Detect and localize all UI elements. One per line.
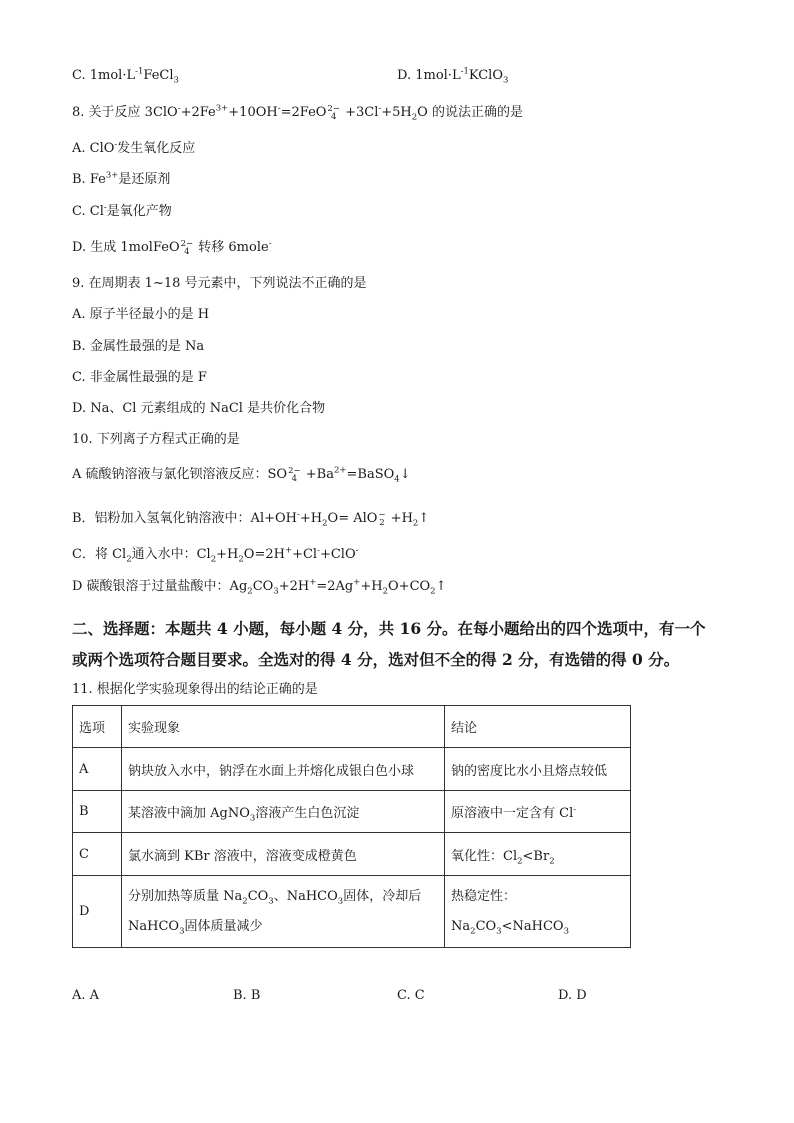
subscript: 4 <box>394 474 400 485</box>
text: C．将 Cl <box>72 547 127 562</box>
q9-option-d[interactable]: D. Na、Cl 元素组成的 NaCl 是共价化合物 <box>72 401 326 416</box>
count: 4 <box>291 473 298 484</box>
subscript: 3 <box>173 75 179 86</box>
q11-option-c[interactable]: C. C <box>397 988 425 1003</box>
table-cell-option: D <box>73 876 122 948</box>
text: 原溶液中一定含有 Cl <box>451 806 574 821</box>
section-2-heading <box>72 613 732 675</box>
charge: 2− <box>288 465 301 476</box>
q11-stem: 11. 根据化学实验现象得出的结论正确的是 <box>72 682 318 697</box>
q11-option-d[interactable]: D. D <box>558 988 587 1003</box>
superscript: - <box>355 545 359 556</box>
superscript: + <box>353 577 361 588</box>
ion-charge-stack <box>378 511 385 527</box>
subscript: 2 <box>210 554 217 565</box>
text: B. Fe <box>72 172 106 187</box>
table-cell-conclusion <box>445 791 631 833</box>
superscript: - <box>268 238 272 249</box>
q8-option-d[interactable] <box>72 239 272 257</box>
table-cell-phenomenon <box>122 791 445 833</box>
subscript: 3 <box>337 896 344 907</box>
section-heading-line: 或两个选项符合题目要求。全选对的得 4 分，选对但不全的得 2 分，有选错的得 0 分。 <box>72 650 680 669</box>
table-cell-option: A <box>73 748 122 791</box>
text: +10OH <box>228 105 278 120</box>
q9-option-b[interactable]: B. 金属性最强的是 Na <box>72 339 205 354</box>
text: B．铝粉加入氢氧化钠溶液中：Al+OH <box>72 511 297 526</box>
charge: 2− <box>180 238 194 249</box>
cell-line <box>128 882 438 912</box>
text: Na <box>451 918 471 934</box>
table-cell-option: B <box>73 791 122 833</box>
subscript: 2 <box>470 926 476 937</box>
cell-line: 热稳定性： <box>451 888 517 904</box>
charge: 2− <box>327 103 340 114</box>
section-heading-line: 二、选择题：本题共 4 小题，每小题 4 分，共 16 分。在每小题给出的四个选项中，有一个 <box>72 619 706 638</box>
text: 固体质量减少 <box>184 918 263 934</box>
text: =2Ag <box>316 579 354 594</box>
text: CO <box>252 579 274 594</box>
text: 是还原剂 <box>118 172 171 187</box>
text: O= AlO <box>327 511 378 526</box>
q11-table <box>72 705 631 948</box>
text: =2FeO <box>280 105 327 120</box>
text: C. 1mol·L <box>72 68 136 83</box>
superscript: 2+ <box>333 465 347 476</box>
table-cell-conclusion <box>445 876 631 948</box>
subscript: 3 <box>273 586 279 597</box>
cell-line <box>451 912 624 942</box>
text: ↑ <box>418 511 430 526</box>
count: 4 <box>330 111 337 122</box>
count: 4 <box>184 246 190 257</box>
text: C. Cl <box>72 204 104 219</box>
table-cell-phenomenon: 钠块放入水中，钠浮在水面上并熔化成银白色小球 <box>122 748 445 791</box>
q11-option-a[interactable]: A. A <box>72 988 100 1003</box>
q8-stem <box>72 104 523 122</box>
subscript: 2 <box>382 586 389 597</box>
q8-option-c[interactable] <box>72 203 172 221</box>
text: D. 1mol·L <box>397 68 461 83</box>
text: 通入水中：Cl <box>131 547 211 562</box>
text: +5H <box>381 105 412 120</box>
text: +H <box>360 579 383 594</box>
subscript: 3 <box>249 813 256 824</box>
text: +H <box>216 547 239 562</box>
table-row <box>73 876 631 948</box>
text: 转移 6mole <box>194 240 269 255</box>
table-row <box>73 748 631 791</box>
subscript: 3 <box>502 75 509 86</box>
q7-option-d[interactable] <box>397 67 508 85</box>
superscript: -1 <box>135 66 144 77</box>
charge: − <box>378 509 386 520</box>
table-cell-option: C <box>73 833 122 876</box>
text: +2H <box>278 579 310 594</box>
text: D 碳酸银溶于过量盐酸中：Ag <box>72 579 248 594</box>
text: +Cl <box>292 547 318 562</box>
subscript: 2 <box>517 856 523 867</box>
subscript: 2 <box>247 586 253 597</box>
table-cell-phenomenon: 氯水滴到 KBr 溶液中，溶液变成橙黄色 <box>122 833 445 876</box>
ion-charge-stack <box>181 240 194 256</box>
q7-option-c[interactable] <box>72 67 179 85</box>
subscript: 3 <box>496 926 502 937</box>
superscript: - <box>573 804 577 815</box>
text: O 的说法正确的是 <box>417 105 523 120</box>
superscript: - <box>277 103 281 114</box>
q10-stem: 10. 下列离子方程式正确的是 <box>72 432 240 447</box>
superscript: 3+ <box>105 170 119 181</box>
q8-option-b[interactable] <box>72 171 170 189</box>
text: CO <box>247 888 269 904</box>
text: 溶液产生白色沉淀 <box>255 806 360 821</box>
text: +Ba <box>301 467 334 482</box>
subscript: 3 <box>179 926 185 937</box>
q10-option-a[interactable] <box>72 466 411 484</box>
text: O=2H <box>243 547 285 562</box>
text: O+CO <box>388 579 431 594</box>
count: 2 <box>379 517 385 528</box>
text: 分别加热等质量 Na <box>128 888 243 904</box>
table-row <box>73 833 631 876</box>
superscript: - <box>317 545 320 556</box>
text: ↓ <box>399 467 411 482</box>
q10-option-d[interactable] <box>72 578 447 596</box>
superscript: -1 <box>460 66 469 77</box>
text: 某溶液中滴加 AgNO <box>128 806 250 821</box>
text: 、NaHCO <box>273 888 338 904</box>
subscript: 3 <box>563 926 569 937</box>
text: NaHCO <box>128 918 180 934</box>
ion-charge-stack <box>288 467 301 483</box>
text: =BaSO <box>346 467 395 482</box>
superscript: - <box>378 103 382 114</box>
table-header-cell: 选项 <box>73 706 122 748</box>
text: A. ClO <box>72 141 115 156</box>
text: 氧化性：Cl <box>451 848 518 864</box>
table-cell-conclusion <box>445 833 631 876</box>
subscript: 2 <box>549 856 555 867</box>
text: +2Fe <box>180 105 216 120</box>
text: D. 生成 1molFeO <box>72 240 180 255</box>
superscript: - <box>297 509 300 520</box>
q11-answer-options <box>0 987 794 1005</box>
table-header-cell: 结论 <box>445 706 631 748</box>
q10-option-b[interactable] <box>72 510 429 528</box>
text: +3Cl <box>340 105 379 120</box>
q8-option-a[interactable] <box>72 140 195 158</box>
text: ↑ <box>435 579 447 594</box>
subscript: 3 <box>268 896 274 907</box>
subscript: 2 <box>242 896 248 907</box>
text: A 硫酸钠溶液与氯化钡溶液反应：SO <box>72 467 288 482</box>
table-header-row <box>73 706 631 748</box>
text: +H <box>299 511 323 526</box>
subscript: 2 <box>430 586 436 597</box>
q9-option-c[interactable]: C. 非金属性最强的是 F <box>72 370 207 385</box>
text: 发生氧化反应 <box>117 141 196 156</box>
superscript: - <box>177 103 181 114</box>
subscript: 2 <box>322 518 328 529</box>
table-header-cell: 实验现象 <box>122 706 445 748</box>
table-row <box>73 791 631 833</box>
text: +ClO <box>319 547 356 562</box>
text: 固体，冷却后 <box>343 888 422 904</box>
subscript: 2 <box>126 554 132 565</box>
text: KClO <box>468 68 503 83</box>
text: +H <box>386 511 413 526</box>
superscript: + <box>284 545 293 556</box>
text: 是氧化产物 <box>106 204 172 219</box>
text: <Br <box>522 848 550 864</box>
superscript: + <box>309 577 317 588</box>
superscript: - <box>103 202 107 213</box>
subscript: 2 <box>411 112 418 123</box>
ion-charge-stack <box>327 105 340 121</box>
superscript: - <box>114 139 118 150</box>
q11-option-b[interactable]: B. B <box>233 988 261 1003</box>
text: FeCl <box>143 68 174 83</box>
text: <NaHCO <box>501 918 564 934</box>
q10-option-c[interactable] <box>72 546 359 564</box>
q9-stem: 9. 在周期表 1~18 号元素中，下列说法不正确的是 <box>72 276 367 291</box>
subscript: 2 <box>238 554 244 565</box>
table-cell-conclusion: 钠的密度比水小且熔点较低 <box>445 748 631 791</box>
text: 8. 关于反应 3ClO <box>72 105 178 120</box>
table-cell-phenomenon <box>122 876 445 948</box>
subscript: 2 <box>412 518 419 529</box>
superscript: 3+ <box>215 103 229 114</box>
text: CO <box>475 918 497 934</box>
cell-line <box>128 912 438 942</box>
q9-option-a[interactable]: A. 原子半径最小的是 H <box>72 307 210 322</box>
